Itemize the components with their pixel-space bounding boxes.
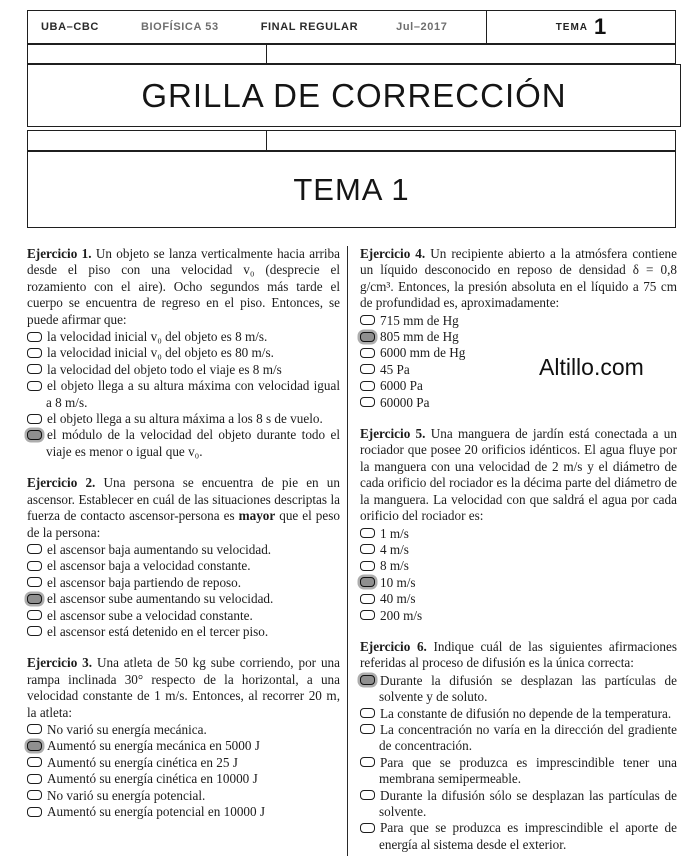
answer-option-label: 715 mm de Hg (380, 312, 459, 328)
answer-checkbox[interactable] (360, 528, 375, 538)
answer-checkbox[interactable] (360, 823, 375, 833)
exercise-intro (360, 426, 677, 524)
header-spacer-row-1 (27, 44, 676, 64)
exercise (360, 426, 677, 624)
exam-header-left (28, 11, 486, 43)
answer-checkbox[interactable] (27, 414, 42, 424)
answer-option-label: 6000 Pa (380, 378, 423, 394)
answer-checkbox[interactable] (360, 724, 375, 734)
right-column (360, 246, 677, 868)
answer-option-label: la velocidad inicial v₀ del objeto es 8 m/s. (47, 329, 268, 345)
answer-option-label: La concentración no varía en la dirección del gradiente de concentración. (379, 721, 677, 754)
answer-checkbox[interactable] (360, 708, 375, 718)
answer-option-label: 10 m/s (380, 574, 416, 590)
answer-option (27, 558, 340, 574)
answer-option (27, 608, 340, 624)
answer-checkbox-checked[interactable] (27, 594, 42, 604)
answer-option (27, 788, 340, 804)
exercise (360, 246, 677, 411)
intro-segment: Una persona se encuentra de pie en un ascensor. Establecer en cuál de las situaciones descriptas la fuerza de contacto ascensor-persona es (27, 475, 340, 524)
answer-checkbox[interactable] (27, 364, 42, 374)
exercise-label: Ejercicio 4. (360, 246, 426, 261)
answer-option-label: Durante la difusión se desplazan las partículas de solvente y de soluto. (379, 672, 677, 705)
header-spacer-row-2 (27, 130, 676, 151)
column-divider (347, 246, 348, 856)
answer-option-label: Para que se produzca es imprescindible tener una membrana semipermeable. (379, 754, 677, 787)
answer-checkbox[interactable] (27, 757, 42, 767)
answer-option-label: Aumentó su energía cinética en 10000 J (47, 771, 258, 787)
exercise-intro (27, 475, 340, 541)
intro-segment: Una atleta de 50 kg sube corriendo, por una rampa inclinada 30° respecto de la horizontal, a una velocidad constante de 1 m/s. Entonces, al recorrer 20 m, la atleta: (27, 655, 340, 720)
exercise-label: Ejercicio 1. (27, 246, 92, 261)
answer-option (360, 755, 677, 788)
answer-option (360, 542, 677, 558)
spacer-divider (266, 131, 267, 150)
exercise-label: Ejercicio 3. (27, 655, 93, 671)
answer-checkbox[interactable] (360, 594, 375, 604)
answer-checkbox[interactable] (27, 790, 42, 800)
answer-option (27, 575, 340, 591)
answer-option (360, 820, 677, 853)
answer-option-label: el ascensor baja a velocidad constante. (47, 558, 251, 574)
answer-checkbox[interactable] (27, 348, 42, 358)
answer-option-label: 60000 Pa (380, 394, 430, 410)
answer-option-label: el ascensor baja aumentando su velocidad. (47, 541, 272, 557)
answer-option-label: No varió su energía potencial. (47, 787, 206, 803)
answer-checkbox-checked[interactable] (360, 675, 375, 685)
answer-option-label: el ascensor sube a velocidad constante. (47, 607, 253, 623)
answer-option (360, 526, 677, 542)
answer-checkbox-checked[interactable] (27, 430, 42, 440)
answer-option (27, 362, 340, 378)
answer-option-label: Aumentó su energía potencial en 10000 J (47, 804, 266, 819)
tema-label: TEMA (555, 21, 589, 33)
answer-option (27, 771, 340, 787)
answer-option-label: el objeto llega a su altura máxima a los 8 s de vuelo. (47, 411, 323, 427)
answer-checkbox[interactable] (27, 807, 42, 817)
answer-option-label: la velocidad inicial v₀ del objeto es 80 m/s. (47, 345, 274, 361)
answer-option (27, 804, 340, 820)
answer-checkbox[interactable] (27, 332, 42, 342)
answer-option (360, 575, 677, 591)
tema-number: 1 (594, 14, 607, 39)
answer-option (27, 345, 340, 361)
answer-checkbox[interactable] (27, 626, 42, 636)
answer-checkbox-checked[interactable] (27, 741, 42, 751)
answer-checkbox[interactable] (360, 757, 375, 767)
exercise (27, 655, 340, 820)
answer-option (27, 411, 340, 427)
intro-segment: Un objeto se lanza verticalmente hacia arriba desde el piso con una velocidad v₀ (desprecie el rozamiento con el aire). Ocho segundos más tarde el cuerpo se encuentra de regreso en el piso. Entonces, se puede afirmar que: (27, 246, 340, 327)
answer-option-label: 1 m/s (380, 525, 409, 541)
intro-segment: Un recipiente abierto a la atmósfera contiene un líquido desconocido en reposo de densidad δ = 0,8 g/cm³. Entonces, la presión absoluta en el líquido a 75 cm de profundidad es, aproximadamente: (360, 246, 677, 311)
exercise-intro (27, 246, 340, 328)
exercise (360, 639, 677, 853)
answer-option (360, 722, 677, 755)
answer-option-label: La constante de difusión no depende de la temperatura. (380, 705, 672, 721)
answer-checkbox[interactable] (360, 561, 375, 571)
answer-option-label: el módulo de la velocidad del objeto durante todo el viaje es menor o igual que v₀. (46, 427, 340, 459)
exercise (27, 246, 340, 460)
tema-title-box (27, 151, 676, 228)
answer-option-label: 8 m/s (380, 558, 409, 574)
grilla-title-box (27, 64, 681, 127)
answer-option (27, 722, 340, 738)
answer-option-label: el objeto llega a su altura máxima con velocidad igual a 8 m/s. (46, 378, 340, 410)
answer-option-label: Para que se produzca es imprescindible el aporte de energía al sistema desde el exterior. (379, 820, 677, 852)
exercise-label: Ejercicio 2. (27, 475, 96, 491)
exercise-intro (360, 246, 677, 312)
answer-option-label: 6000 mm de Hg (380, 345, 466, 361)
answer-option (360, 558, 677, 574)
page-title: GRILLA DE CORRECCIÓN (141, 76, 567, 114)
answer-checkbox[interactable] (27, 724, 42, 734)
answer-option-label: Aumentó su energía cinética en 25 J (47, 754, 238, 770)
answer-option (27, 427, 340, 460)
answer-option-label: 4 m/s (380, 541, 409, 557)
answer-option-label: 40 m/s (380, 591, 416, 607)
left-column (27, 246, 340, 835)
exercise (27, 475, 340, 640)
answer-option-label: el ascensor sube aumentando su velocidad. (47, 591, 274, 607)
answer-checkbox[interactable] (360, 544, 375, 554)
answer-checkbox[interactable] (360, 348, 375, 358)
answer-checkbox[interactable] (27, 774, 42, 784)
answer-option (27, 738, 340, 754)
answer-option-label: el ascensor baja partiendo de reposo. (47, 574, 242, 590)
answer-checkbox[interactable] (360, 790, 375, 800)
header-tema-cell (486, 11, 675, 43)
answer-checkbox[interactable] (360, 610, 375, 620)
answer-option-label: Durante la difusión sólo se desplazan las partículas de solvente. (379, 787, 677, 819)
answer-checkbox[interactable] (27, 544, 42, 554)
answer-option (360, 395, 677, 411)
answer-option-label: Aumentó su energía mecánica en 5000 J (47, 738, 260, 754)
exercise-intro (27, 655, 340, 721)
header-date: Jul–2017 (396, 21, 448, 33)
intro-segment: Indique cuál de las siguientes afirmaciones referidas al proceso de difusión es la única correcta: (360, 638, 677, 671)
header-institution: UBA–CBC (41, 21, 99, 33)
answer-checkbox[interactable] (27, 577, 42, 587)
spacer-divider (266, 45, 267, 63)
answer-option (360, 608, 677, 624)
answer-checkbox-checked[interactable] (360, 577, 375, 587)
intro-segment: mayor (238, 508, 276, 524)
intro-segment: que el peso de la persona: (27, 508, 340, 540)
answer-option (360, 313, 677, 329)
answer-checkbox[interactable] (27, 610, 42, 620)
answer-option (27, 624, 340, 640)
answer-option-label: No varió su energía mecánica. (47, 721, 207, 737)
answer-option (360, 329, 677, 345)
answer-checkbox[interactable] (360, 381, 375, 391)
watermark: Altillo.com (539, 354, 644, 380)
answer-option (27, 329, 340, 345)
answer-option (360, 788, 677, 821)
tema-title: TEMA 1 (293, 171, 410, 207)
exercise-label: Ejercicio 6. (360, 638, 427, 654)
answer-option-label: 45 Pa (380, 361, 410, 377)
intro-segment: Una manguera de jardín está conectada a un rociador que posee 20 orificios idénticos. El agua fluye por la manguera con una velocidad de 2 m/s y el diámetro de cada orificio del rociador es la décima parte del diámetro de la manguera. La velocidad con que saldrá el agua por cada orificio del rociador es: (360, 426, 677, 524)
answer-option (27, 591, 340, 607)
exercise-intro (360, 639, 677, 672)
answer-option-label: 805 mm de Hg (380, 329, 459, 345)
answer-checkbox[interactable] (360, 315, 375, 325)
header-course: BIOFÍSICA 53 (140, 21, 219, 33)
answer-checkbox[interactable] (27, 561, 42, 571)
answer-option (360, 591, 677, 607)
answer-checkbox[interactable] (360, 397, 375, 407)
exam-header-row (27, 10, 676, 44)
answer-checkbox-checked[interactable] (360, 332, 375, 342)
answer-option (27, 755, 340, 771)
answer-option (27, 542, 340, 558)
header-exam-type: FINAL REGULAR (260, 21, 359, 33)
answer-checkbox[interactable] (27, 381, 42, 391)
answer-option-label: el ascensor está detenido en el tercer piso. (47, 623, 269, 639)
answer-option (27, 378, 340, 411)
answer-checkbox[interactable] (360, 364, 375, 374)
answer-option (360, 673, 677, 706)
answer-option (360, 706, 677, 722)
answer-option-label: la velocidad del objeto todo el viaje es 8 m/s (47, 361, 282, 377)
exercise-label: Ejercicio 5. (360, 426, 426, 442)
answer-option-label: 200 m/s (380, 607, 423, 623)
